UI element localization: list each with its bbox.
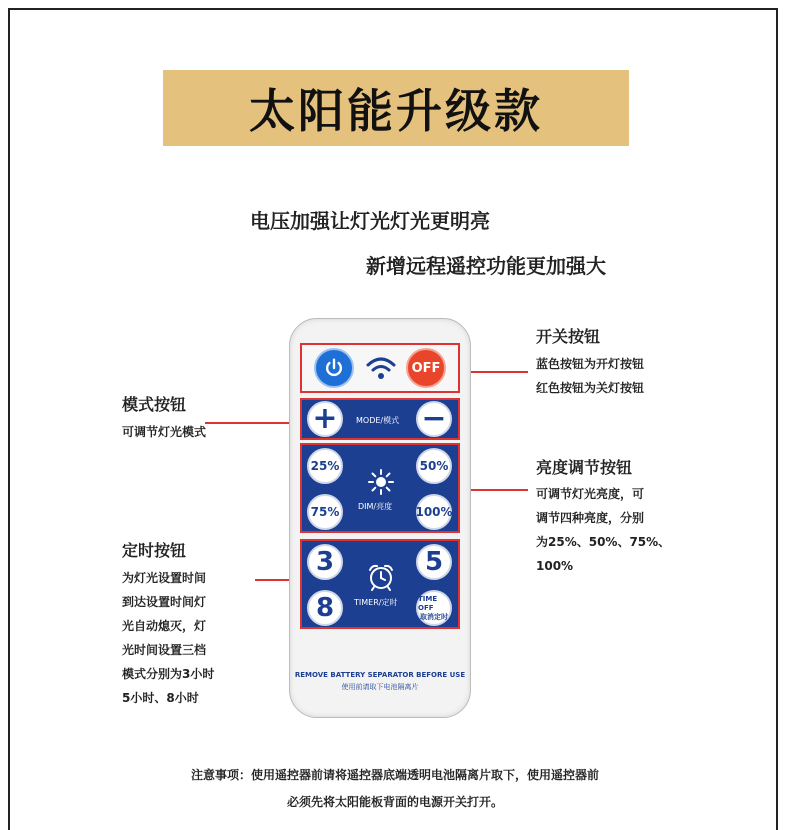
brightness-75-button[interactable]: 75% — [307, 494, 343, 530]
timer-panel — [300, 539, 460, 629]
power-off-button[interactable]: OFF — [406, 348, 446, 388]
timer-off-button[interactable] — [416, 590, 452, 626]
mode-panel — [300, 398, 460, 440]
timer-label-line: 到达设置时间灯 — [122, 595, 207, 609]
timer-off-cn: 取消定时 — [420, 612, 448, 621]
mode-callout-line — [205, 422, 300, 424]
title-banner — [163, 70, 629, 146]
power-label-line: 蓝色按钮为开灯按钮 — [536, 357, 645, 371]
page-title: 太阳能升级款 — [249, 84, 543, 138]
brightness-label-line: 100% — [536, 559, 574, 573]
dim-label: DIM/亮度 — [358, 502, 393, 511]
power-label-line: 红色按钮为关灯按钮 — [536, 381, 645, 395]
brightness-100-button[interactable]: 100% — [416, 494, 452, 530]
subtitle-line-1: 电压加强让灯光灯光更明亮 — [250, 209, 490, 233]
timer-label-text — [122, 566, 214, 710]
power-icon — [323, 357, 345, 379]
brightness-panel — [300, 443, 460, 533]
brightness-label-text — [536, 482, 670, 578]
power-label-text — [536, 352, 644, 400]
note-line-1: 注意事项：使用遥控器前请将遥控器底端透明电池隔离片取下，使用遥控器前 — [190, 768, 599, 782]
remote-control — [289, 318, 471, 718]
timer-label-title: 定时按钮 — [122, 541, 187, 560]
mode-plus-button[interactable]: + — [307, 401, 343, 437]
power-callout-line — [463, 371, 528, 373]
timer-label-line: 5小时、8小时 — [122, 691, 199, 705]
timer-off-en: TIME OFF — [418, 594, 438, 612]
timer-3-button[interactable]: 3 — [307, 544, 343, 580]
brightness-label-title: 亮度调节按钮 — [536, 458, 633, 477]
note-line-2: 必须先将太阳能板背面的电源开关打开。 — [286, 795, 503, 809]
timer-label-line: 为灯光设置时间 — [122, 571, 207, 585]
power-on-button[interactable] — [314, 348, 354, 388]
alarm-clock-icon — [366, 563, 396, 591]
mode-label-title: 模式按钮 — [122, 395, 187, 414]
timer-label-line: 光自动熄灭，灯 — [122, 619, 207, 633]
timer-5-button[interactable]: 5 — [416, 544, 452, 580]
timer-label-line: 模式分别为3小时 — [122, 667, 215, 681]
power-panel — [300, 343, 460, 393]
mode-label-line: 可调节灯光模式 — [122, 425, 207, 439]
brightness-label-line: 调节四种亮度，分别 — [536, 511, 645, 525]
timer-label-line: 光时间设置三档 — [122, 643, 207, 657]
brightness-label-line: 为25%、50%、75%、 — [536, 535, 671, 549]
mode-label: MODE/模式 — [356, 416, 400, 425]
mode-minus-button[interactable]: − — [416, 401, 452, 437]
brightness-25-button[interactable]: 25% — [307, 448, 343, 484]
battery-notice-cn: 使用前请取下电池隔离片 — [341, 683, 419, 691]
brightness-50-button[interactable]: 50% — [416, 448, 452, 484]
battery-notice-en: REMOVE BATTERY SEPARATOR BEFORE USE — [294, 671, 466, 679]
sun-icon — [368, 469, 394, 495]
brightness-label-line: 可调节灯光亮度，可 — [536, 487, 645, 501]
subtitle-line-2: 新增远程遥控功能更加强大 — [366, 254, 606, 278]
wifi-icon — [365, 355, 397, 383]
mode-label-text — [122, 420, 206, 444]
timer-label: TIMER/定时 — [354, 598, 398, 607]
power-label-title: 开关按钮 — [536, 327, 601, 346]
timer-8-button[interactable]: 8 — [307, 590, 343, 626]
